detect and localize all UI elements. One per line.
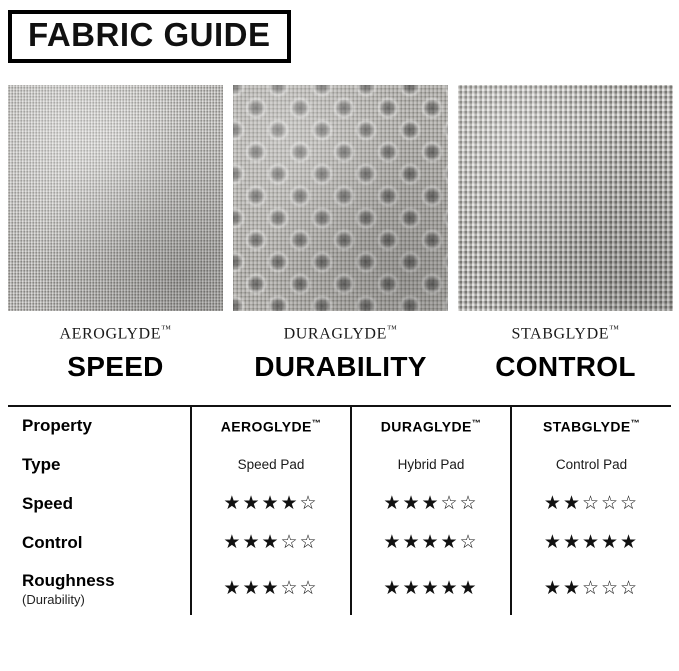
star-rating: ★★☆☆☆ xyxy=(543,577,640,599)
trademark-icon: ™ xyxy=(311,418,322,429)
trademark-icon: ™ xyxy=(161,323,172,335)
cell-r0-c1 xyxy=(351,446,511,485)
fabric-swatch-row xyxy=(0,63,679,383)
row-label-text: Roughness xyxy=(22,570,115,590)
cell-r3-c2 xyxy=(511,563,671,615)
row-label-text: Type xyxy=(22,455,61,475)
column-header-property: Property xyxy=(22,416,92,436)
fabric-name-0 xyxy=(8,324,223,343)
comparison-table-wrapper xyxy=(8,405,671,615)
cell-r2-c0 xyxy=(191,524,351,563)
table-row xyxy=(8,563,671,615)
column-header-stabglyde xyxy=(511,407,671,446)
header xyxy=(0,0,679,63)
star-rating: ★★★☆☆ xyxy=(383,493,479,515)
cell-r1-c2 xyxy=(511,485,671,524)
star-rating: ★★★★★ xyxy=(543,532,640,554)
column-header-aeroglyde-text: AEROGLYDE xyxy=(220,418,312,435)
cell-text: Hybrid Pad xyxy=(397,457,465,473)
table-row xyxy=(8,524,671,563)
star-rating: ★★★★☆ xyxy=(383,532,479,554)
row-label-text: Control xyxy=(22,533,83,553)
column-header-duraglyde xyxy=(351,407,511,446)
fabric-name-0-text: AEROGLYDE xyxy=(59,324,162,342)
cell-text: Speed Pad xyxy=(237,457,305,473)
trademark-icon: ™ xyxy=(609,323,620,335)
fabric-headline-1: DURABILITY xyxy=(254,350,427,382)
fabric-card-0[interactable] xyxy=(8,85,223,383)
fabric-name-2-text: STABGLYDE xyxy=(511,324,610,342)
fabric-swatch-stabglyde xyxy=(458,85,673,311)
cell-r1-c0 xyxy=(191,485,351,524)
fabric-swatch-duraglyde xyxy=(233,85,448,311)
fabric-name-1-text: DURAGLYDE xyxy=(283,324,387,342)
row-label-type xyxy=(8,446,191,485)
star-rating: ★★★☆☆ xyxy=(223,532,319,554)
cell-r3-c1 xyxy=(351,563,511,615)
trademark-icon: ™ xyxy=(471,418,482,429)
cell-r2-c2 xyxy=(511,524,671,563)
cell-r1-c1 xyxy=(351,485,511,524)
row-label-roughness xyxy=(8,563,191,615)
table-header-row xyxy=(8,407,671,446)
comparison-table xyxy=(8,407,671,615)
row-label-text: Speed xyxy=(22,494,74,514)
column-header-aeroglyde xyxy=(191,407,351,446)
star-rating: ★★★☆☆ xyxy=(223,577,319,599)
table-body xyxy=(8,446,671,615)
fabric-headline-0: SPEED xyxy=(67,350,164,382)
fabric-headline-2: CONTROL xyxy=(495,350,636,382)
cell-r3-c0 xyxy=(191,563,351,615)
cell-text: Control Pad xyxy=(555,457,628,473)
table-row xyxy=(8,485,671,524)
star-rating: ★★★★★ xyxy=(383,577,479,599)
fabric-name-2 xyxy=(458,324,673,343)
cell-r2-c1 xyxy=(351,524,511,563)
page-title: FABRIC GUIDE xyxy=(28,16,271,53)
cell-r0-c0 xyxy=(191,446,351,485)
star-rating: ★★☆☆☆ xyxy=(543,493,640,515)
trademark-icon: ™ xyxy=(386,323,398,335)
cell-r0-c2 xyxy=(511,446,671,485)
fabric-name-1 xyxy=(233,324,448,343)
fabric-card-1[interactable] xyxy=(233,85,448,383)
row-label-control xyxy=(8,524,191,563)
column-header-stabglyde-text: STABGLYDE xyxy=(542,418,631,435)
row-label-speed xyxy=(8,485,191,524)
table-row xyxy=(8,446,671,485)
star-rating: ★★★★☆ xyxy=(223,493,319,515)
trademark-icon: ™ xyxy=(630,418,641,429)
row-sublabel-text: (Durability) xyxy=(22,591,85,607)
fabric-swatch-aeroglyde xyxy=(8,85,223,311)
fabric-card-2[interactable] xyxy=(458,85,673,383)
page-title-box xyxy=(8,10,291,63)
column-header-duraglyde-text: DURAGLYDE xyxy=(380,418,472,435)
